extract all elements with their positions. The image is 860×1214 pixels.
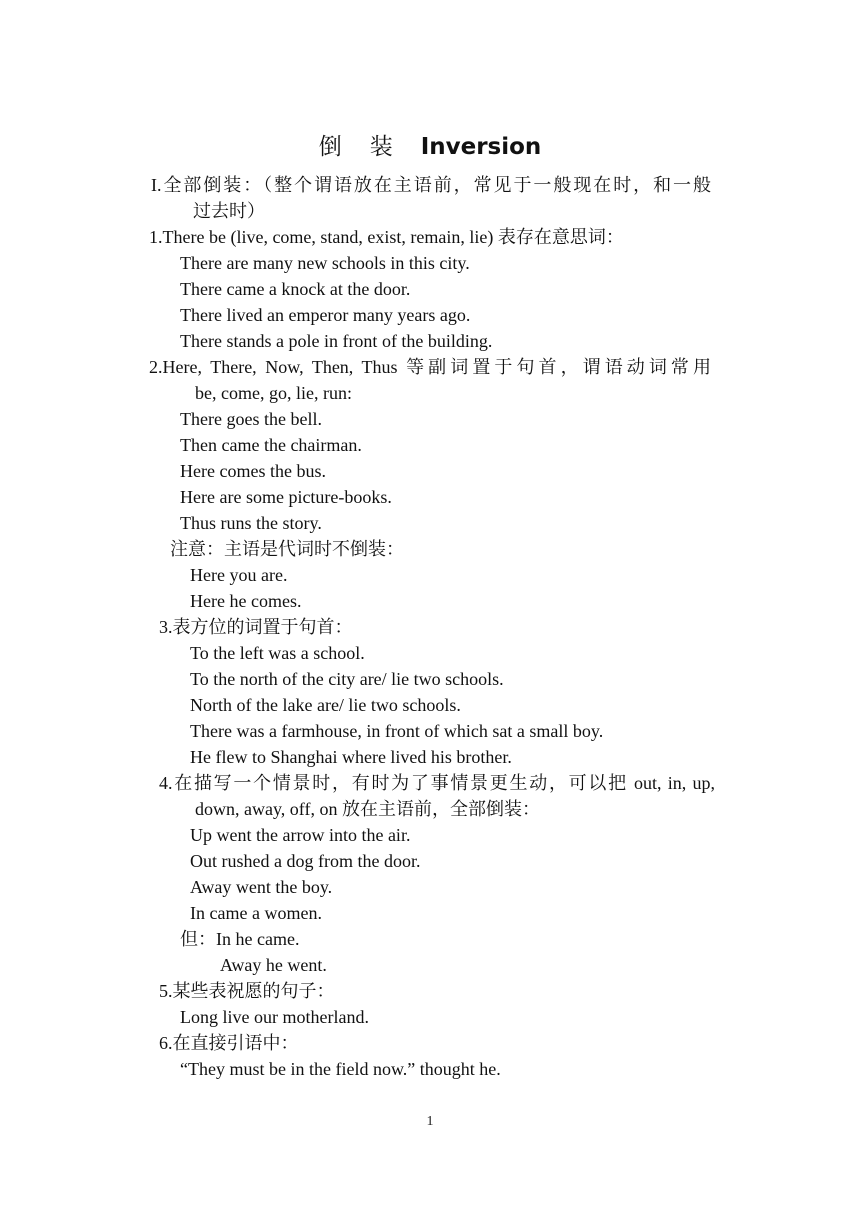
rule-heading-3: 3.表方位的词置于句首： — [159, 617, 353, 637]
example-line: Out rushed a dog from the door. — [190, 851, 421, 871]
rule-heading-5: 5.某些表祝愿的句子： — [159, 981, 335, 1001]
example-line: Up went the arrow into the air. — [190, 825, 411, 845]
example-line: There came a knock at the door. — [180, 279, 411, 299]
page-number: 1 — [426, 1114, 434, 1129]
example-line: North of the lake are/ lie two schools. — [190, 695, 461, 715]
example-line: He flew to Shanghai where lived his brother. — [190, 747, 512, 767]
rule-heading-4: 4.在描写一个情景时，有时为了事情景更生动，可以把 out, in, up, — [159, 773, 715, 793]
title-cn-2: 装 — [369, 134, 395, 160]
example-line: In came a women. — [190, 903, 322, 923]
example-line: To the left was a school. — [190, 643, 365, 663]
example-line: To the north of the city are/ lie two schools. — [190, 669, 504, 689]
rule-heading-2: 2.Here, There, Now, Then, Thus 等副词置于句首，谓语动词常用 — [149, 357, 711, 377]
text-line: be, come, go, lie, run: — [195, 383, 352, 403]
text-line: 过去时） — [193, 201, 265, 221]
example-line: Thus runs the story. — [180, 513, 322, 533]
example-line: There goes the bell. — [180, 409, 322, 429]
note-heading: 注意：主语是代词时不倒装： — [170, 539, 404, 559]
example-line: There stands a pole in front of the building. — [180, 331, 493, 351]
example-line: Here are some picture-books. — [180, 487, 392, 507]
example-line: Then came the chairman. — [180, 435, 362, 455]
example-line: Away he went. — [220, 955, 327, 975]
example-line: There lived an emperor many years ago. — [180, 305, 471, 325]
example-line: There was a farmhouse, in front of which sat a small boy. — [190, 721, 604, 741]
example-line: Here he comes. — [190, 591, 302, 611]
example-line: Here you are. — [190, 565, 288, 585]
title-en: Inversion — [420, 134, 542, 160]
example-line: Away went the boy. — [190, 877, 333, 897]
contrast-line: 但：In he came. — [180, 929, 300, 949]
section-heading-full-inversion: I.全部倒装：（整个谓语放在主语前，常见于一般现在时，和一般 — [151, 175, 711, 195]
rule-heading-6: 6.在直接引语中： — [159, 1033, 299, 1053]
example-line: Here comes the bus. — [180, 461, 326, 481]
title-cn-1: 倒 — [318, 134, 344, 160]
example-line: There are many new schools in this city. — [180, 253, 470, 273]
example-line: Long live our motherland. — [180, 1007, 369, 1027]
page-title — [0, 131, 860, 163]
text-line: down, away, off, on 放在主语前，全部倒装： — [195, 799, 540, 819]
rule-heading-1: 1.There be (live, come, stand, exist, remain, lie) 表存在意思词： — [149, 227, 624, 247]
example-line: “They must be in the field now.” thought he. — [180, 1059, 501, 1079]
